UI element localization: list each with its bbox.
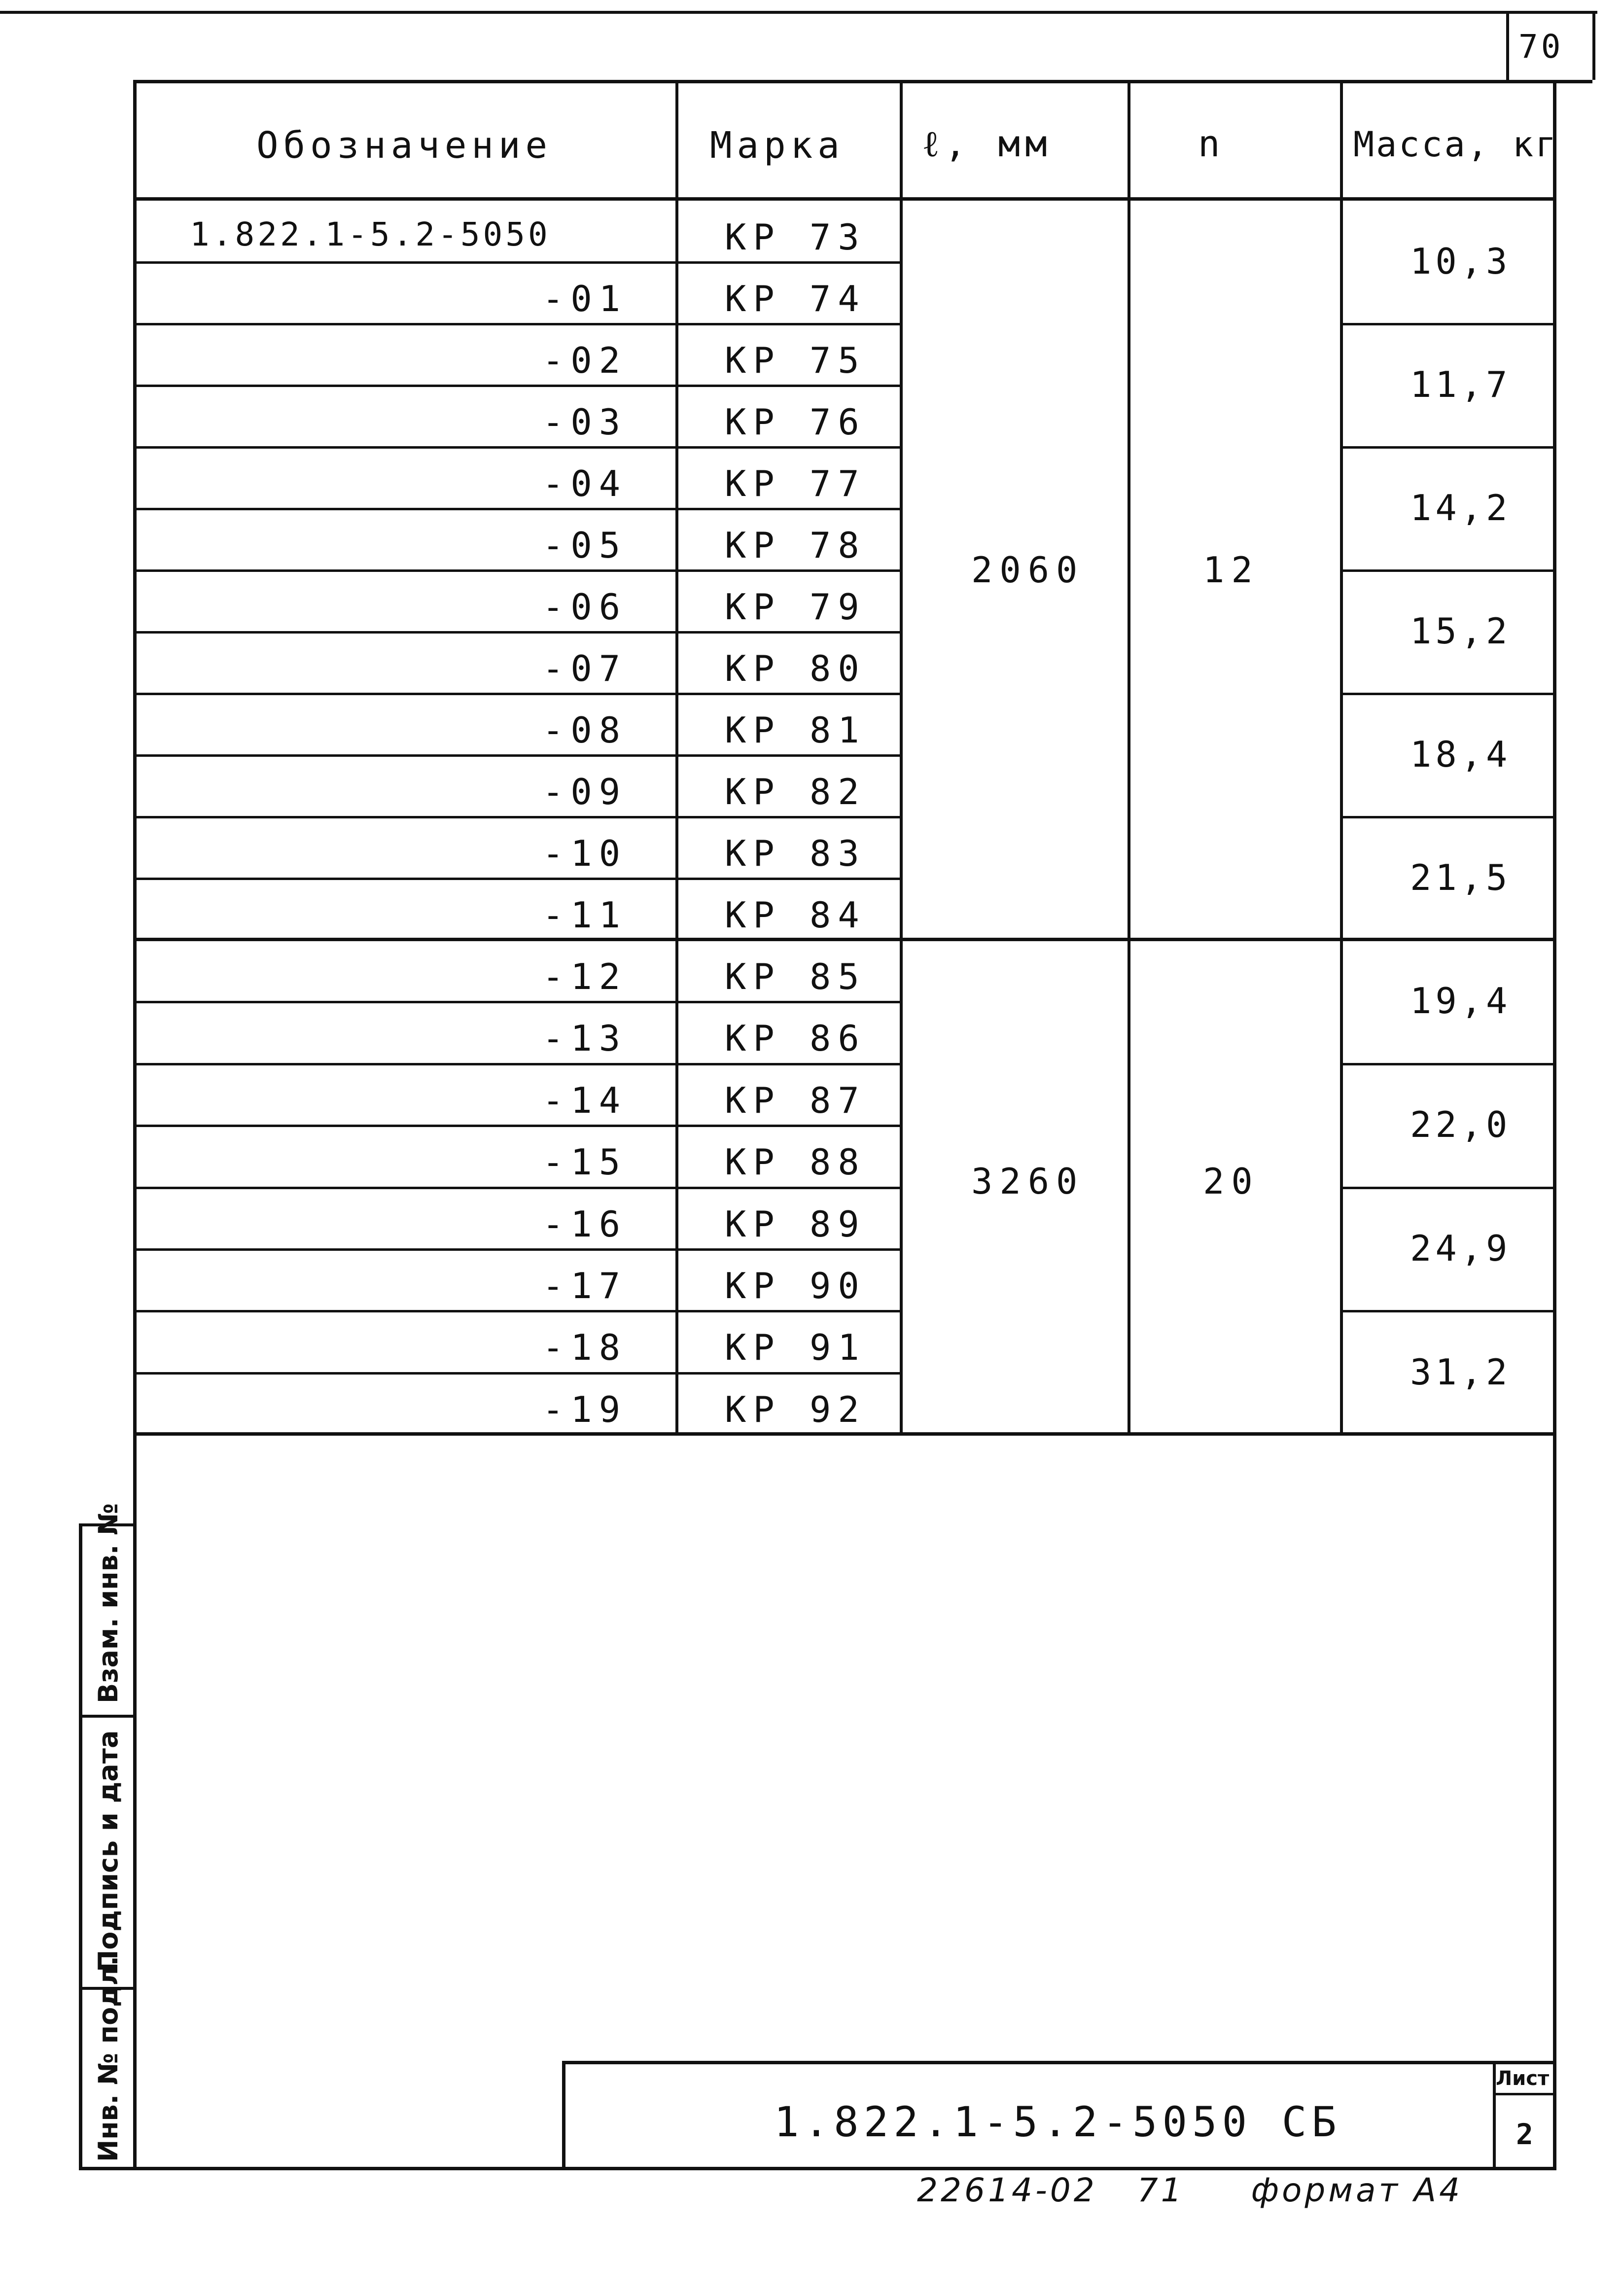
row-divider-line: [133, 1187, 903, 1189]
row-divider-line: [133, 816, 903, 818]
header-designation: Обозначение: [256, 124, 553, 167]
row-designation: -02: [542, 340, 628, 381]
col-line-3: [1128, 80, 1130, 1436]
side-stamp-mid-1: [79, 1715, 137, 1718]
mass-value: 21,5: [1410, 857, 1512, 898]
row-divider-line: [133, 1125, 903, 1127]
header-mass: Масса, кг: [1353, 124, 1558, 165]
group-separator-line: [133, 938, 1556, 941]
row-mark: КР 79: [725, 586, 866, 628]
sheet-number-top: 70: [1518, 28, 1564, 66]
row-divider-line: [133, 878, 903, 880]
row-mark: КР 80: [725, 648, 866, 689]
row-divider-line: [133, 508, 903, 510]
row-divider-line: [133, 323, 903, 325]
row-mark: КР 86: [725, 1018, 866, 1060]
row-designation: -03: [542, 401, 628, 443]
side-stamp-vzam-inv: Взам. инв. №: [93, 1503, 124, 1703]
row-divider-line: [133, 569, 903, 572]
mass-divider-line: [1340, 693, 1556, 695]
header-mark: Марка: [710, 124, 845, 167]
row-divider-line: [133, 1063, 903, 1065]
group-1-n: 12: [1203, 549, 1260, 591]
mass-value: 10,3: [1410, 241, 1512, 282]
row-designation: -08: [542, 709, 628, 751]
mass-value: 22,0: [1410, 1104, 1512, 1146]
row-mark: КР 85: [725, 956, 866, 997]
row-divider-line: [133, 1001, 903, 1003]
row-divider-line: [133, 385, 903, 387]
row-mark: КР 88: [725, 1141, 866, 1183]
row-designation: -09: [542, 771, 628, 812]
row-designation: -10: [542, 833, 628, 874]
row-divider-line: [133, 261, 903, 264]
row-designation: -15: [542, 1141, 628, 1183]
row-mark: КР 76: [725, 401, 866, 443]
row-mark: КР 89: [725, 1203, 866, 1245]
row-designation: -18: [542, 1327, 628, 1369]
right-edge-line: [1592, 11, 1595, 80]
top-border-line: [0, 11, 1597, 14]
row-mark: КР 81: [725, 709, 866, 751]
mass-divider-line: [1340, 1187, 1556, 1189]
outer-frame-top: [133, 80, 1592, 83]
title-block-sheet-label-line: [1493, 2093, 1556, 2095]
row-designation: -19: [542, 1388, 628, 1430]
row-divider-line: [133, 1310, 903, 1312]
row-divider-line: [133, 1248, 903, 1251]
outer-frame-bottom: [79, 2167, 1556, 2170]
mass-value: 19,4: [1410, 980, 1512, 1022]
row-designation: -11: [542, 894, 628, 936]
row-mark: КР 74: [725, 278, 866, 319]
row-divider-line: [133, 693, 903, 695]
sheet-label: Лист: [1496, 2067, 1550, 2090]
side-stamp-inv-podl: Инв. № подл.: [93, 1956, 124, 2162]
row-designation: -01: [542, 278, 628, 319]
col-line-1: [675, 80, 678, 1436]
row-mark: КР 84: [725, 894, 866, 936]
title-block-left: [562, 2061, 565, 2170]
header-n: n: [1198, 123, 1225, 165]
group-2-length: 3260: [971, 1161, 1085, 1202]
bottom-note: 22614-02 71 формат А4: [917, 2171, 1463, 2209]
mass-value: 18,4: [1410, 734, 1512, 775]
row-divider-line: [133, 754, 903, 757]
row-designation: -12: [542, 956, 628, 997]
row-designation: 1.822.1-5.2-5050: [190, 215, 551, 253]
mass-divider-line: [1340, 1310, 1556, 1312]
side-stamp-podpis-data: Подпись и дата: [93, 1730, 124, 1972]
row-mark: КР 78: [725, 525, 866, 566]
col-line-4: [1340, 80, 1343, 1436]
header-length: ℓ, мм: [922, 123, 1052, 165]
mass-value: 14,2: [1410, 487, 1512, 529]
row-designation: -04: [542, 463, 628, 504]
row-mark: КР 92: [725, 1388, 866, 1430]
row-designation: -07: [542, 648, 628, 689]
group-1-length: 2060: [971, 549, 1085, 591]
mass-divider-line: [1340, 1063, 1556, 1065]
row-mark: КР 73: [725, 216, 866, 258]
sheet-box-left: [1506, 11, 1509, 80]
row-designation: -17: [542, 1265, 628, 1307]
row-designation: -13: [542, 1018, 628, 1060]
row-designation: -16: [542, 1203, 628, 1245]
row-divider-line: [133, 446, 903, 449]
row-mark: КР 82: [725, 771, 866, 812]
mass-value: 11,7: [1410, 364, 1512, 405]
outer-frame-right: [1553, 80, 1556, 2170]
sheet-value: 2: [1516, 2118, 1533, 2151]
mass-divider-line: [1340, 816, 1556, 818]
row-divider-line: [133, 1372, 903, 1375]
row-mark: КР 75: [725, 340, 866, 381]
row-mark: КР 87: [725, 1079, 866, 1121]
mass-value: 15,2: [1410, 610, 1512, 652]
row-designation: -14: [542, 1079, 628, 1121]
row-mark: КР 90: [725, 1265, 866, 1307]
document-code: 1.822.1-5.2-5050 СБ: [774, 2098, 1341, 2146]
row-mark: КР 83: [725, 833, 866, 874]
row-designation: -06: [542, 586, 628, 628]
title-block-top: [562, 2061, 1556, 2064]
table-bottom-line: [133, 1432, 1556, 1436]
mass-divider-line: [1340, 569, 1556, 572]
row-mark: КР 77: [725, 463, 866, 504]
mass-value: 31,2: [1410, 1351, 1512, 1393]
mass-divider-line: [1340, 323, 1556, 325]
group-2-n: 20: [1203, 1161, 1260, 1202]
row-designation: -05: [542, 525, 628, 566]
mass-divider-line: [1340, 446, 1556, 449]
side-stamp-outer-left: [79, 1523, 82, 2170]
header-bottom-line: [133, 197, 1556, 201]
row-divider-line: [133, 631, 903, 634]
col-line-2: [900, 80, 903, 1436]
mass-value: 24,9: [1410, 1227, 1512, 1269]
row-mark: КР 91: [725, 1327, 866, 1369]
